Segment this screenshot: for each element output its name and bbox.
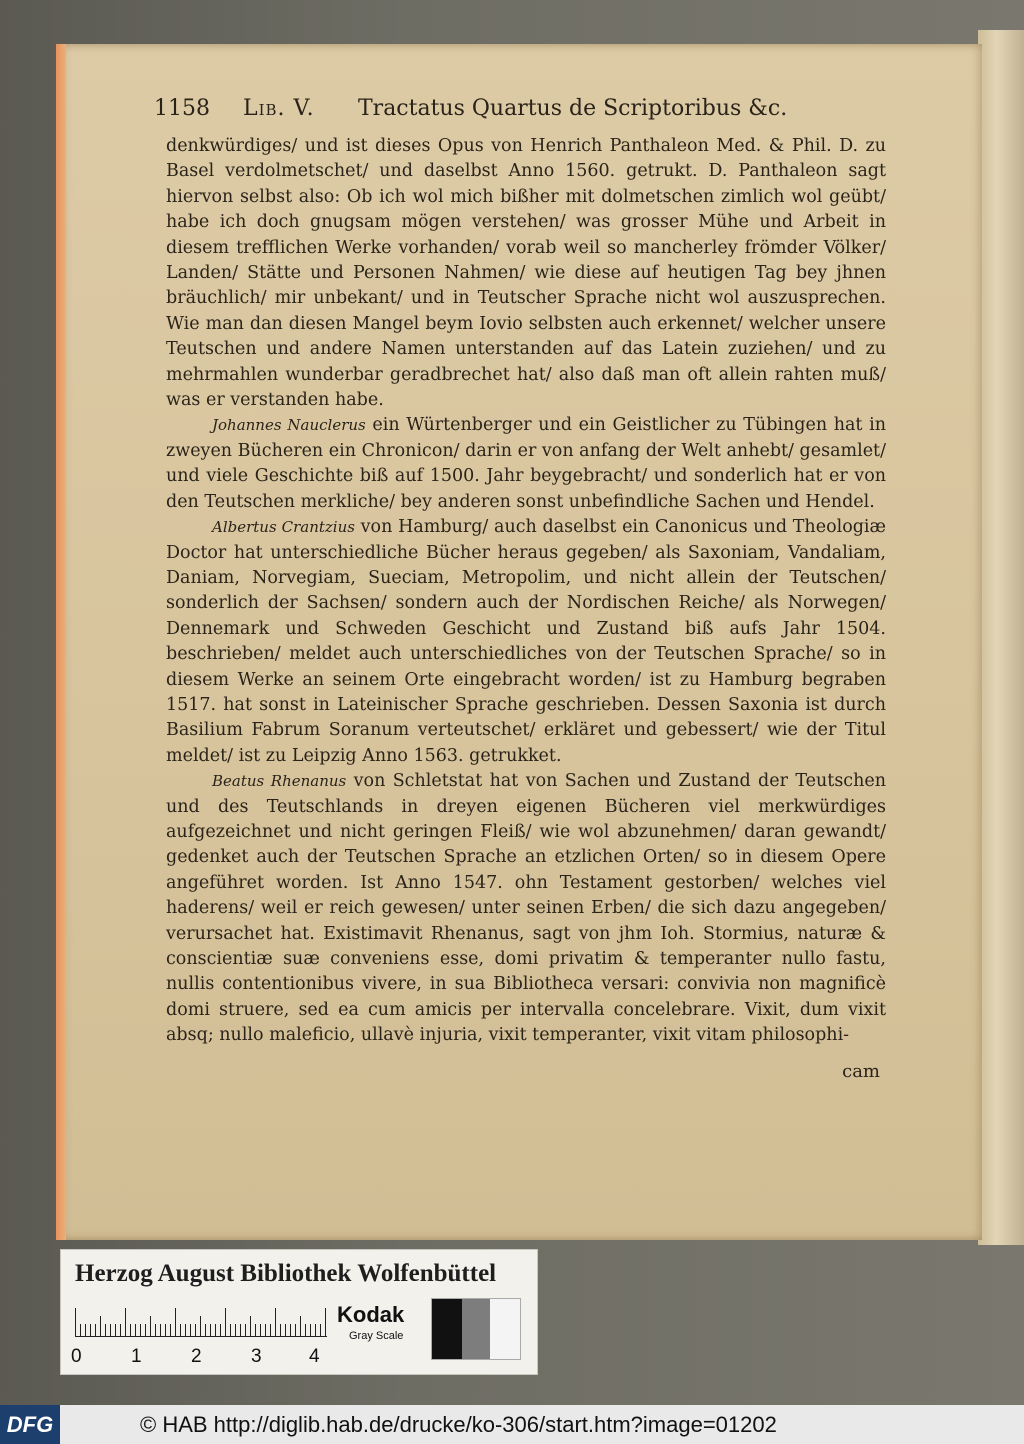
ruler-tick [95,1324,96,1336]
page-right-edge [978,30,1024,1245]
ruler-tick [105,1324,106,1336]
ruler-tick [170,1324,171,1336]
ruler-tick [215,1324,216,1336]
ruler-tick [265,1324,266,1336]
text-block [166,134,886,1049]
author-name: Johannes Nauclerus [212,416,366,435]
catch-word: cam [842,1061,880,1082]
ruler-tick [230,1324,231,1336]
ruler-tick [285,1324,286,1336]
footer-bar [0,1405,1024,1444]
ruler-tick [315,1324,316,1336]
ruler-tick [145,1324,146,1336]
gray-patch-white [490,1299,520,1359]
ruler-tick [220,1324,221,1336]
paragraph [166,769,886,1048]
dfg-logo: DFG [0,1405,60,1444]
paragraph-text: ein Würtenberger und ein Geistlicher zu Tübingen hat in zweyen Bücheren ein Chronicon/ darin er von anfang der Welt anhebt/ gesamlet/ und viele Geschichte biß auf 1500. Jahr beygebracht/ und sonderlich hat er von den Teutschen merkliche/ bey anderen sonst unbefindliche Sachen und Hendel. [166,415,886,512]
kodak-logo: Kodak [337,1302,405,1327]
gray-scale-patches [431,1298,521,1360]
ruler-tick [295,1324,296,1336]
ruler-tick [275,1308,276,1336]
ruler-tick [140,1324,141,1336]
paragraph-text: von Schletstat hat von Sachen und Zustand der Teutschen und des Teutschlands in dreyen eigenen Bücheren viel merkwürdiges aufgezeichnet und nicht geringen Fleiß/ wie wol abzunehmen/ daran gewandt/ gedenket auch der Teutschen Sprache an etzlichen Orten/ so in diesem Opere angeführet worden. Ist Anno 1547. ohn Testament gestorben/ welches viel haderens/ weil er reich gewesen/ unter seinen Erben/ die sich dazu angegeben/ verursachet hat. Existimavit Rhenanus, sagt von jhm Ioh. Stormius, naturæ & conscientiæ suæ conveniens esse, domi privatim & temperanter nullo fastu, nullis contentionibus vivere, in sua Bibliotheca versari: convivia non magnificè domi struere, sed ea cum amicis per intervalla concelebrare. Vixit, dum vixit absq; nullo maleficio, ullavè injuria, vixit temperanter, vixit vitam philosophi- [166,771,886,1046]
ruler-tick [200,1316,201,1336]
paragraph [166,413,886,515]
paragraph [166,515,886,769]
library-name: Herzog August Bibliothek Wolfenbüttel [75,1260,497,1287]
author-name: Albertus Crantzius [212,518,355,537]
ruler-tick [210,1324,211,1336]
ruler-tick [325,1308,326,1336]
ruler-tick [320,1324,321,1336]
ruler-number: 1 [131,1346,142,1367]
ruler-tick [270,1324,271,1336]
ruler-tick [85,1324,86,1336]
ruler-number: 0 [71,1346,82,1367]
page-edge-stripe [56,44,66,1240]
ruler-tick [240,1324,241,1336]
paragraph [166,134,886,413]
author-name: Beatus Rhenanus [212,772,347,791]
ruler-tick [195,1324,196,1336]
ruler-tick [290,1324,291,1336]
ruler-number: 3 [251,1346,262,1367]
ruler-tick [235,1324,236,1336]
ruler-tick [310,1324,311,1336]
ruler-tick [300,1316,301,1336]
ruler-tick [155,1324,156,1336]
ruler-tick [185,1324,186,1336]
ruler-tick [100,1316,101,1336]
running-title: Tractatus Quartus de Scriptoribus &c. [358,96,788,121]
gray-patch-black [432,1299,462,1359]
ruler-tick [75,1308,76,1336]
ruler-tick [225,1308,226,1336]
ruler-scale [75,1306,327,1337]
ruler-tick [125,1308,126,1336]
gray-patch-mid [462,1299,490,1359]
paragraph-text: von Hamburg/ auch daselbst ein Canonicus und Theologiæ Doctor hat unterschiedliche Bücher heraus gegeben/ als Saxoniam, Vandaliam, Daniam, Norvegiam, Sueciam, Metropolim, und nicht allein der Teutschen/ sonderlich der Sachsen/ sondern auch der Nordischen Reiche/ als Norwegen/ Dennemark und Schweden Geschicht und Zustand biß aufs Jahr 1504. beschrieben/ meldet auch unterschiedliches von der Teutschen Sprache/ so in diesem Werke an seinem Orte eingebracht worden/ ist zu Hamburg begraben 1517. hat sonst in Lateinischer Sprache geschrieben. Dessen Saxonia ist durch Basilium Fabrum Soranum verteutschet/ erkläret und gebessert/ wie der Titul meldet/ ist zu Leipzig Anno 1563. getrukket. [166,517,886,766]
ruler-tick [110,1324,111,1336]
paragraph-text: denkwürdiges/ und ist dieses Opus von Henrich Panthaleon Med. & Phil. D. zu Basel verdolmetschet/ und daselbst Anno 1560. getrukt. D. Panthaleon sagt hiervon selbst also: Ob ich wol mich bißher mit dolmetschen zimlich wol geübt/ habe ich doch gnugsam mögen verstehen/ was grosser Mühe und Arbeit in diesem trefflichen Werke vorhanden/ vorab weil so mancherley frömder Völker/ Landen/ Stätte und Personen Nahmen/ wie diese auf heutigen Tag bey jhnen bräuchlich/ mir unbekant/ und in Teutscher Sprache nicht wol auszusprechen. Wie man dan diesen Mangel beym Iovio selbsten auch erkennet/ welcher unsere Teutschen und andere Namen unterstanden auf das Latein zuziehen/ und zu mehrmahlen wunderbar geradbrechet hat/ also daß man oft allein rahten muß/ was er verstanden habe. [166,136,886,411]
ruler-tick [175,1308,176,1336]
ruler-tick [280,1324,281,1336]
ruler-tick [180,1324,181,1336]
ruler-tick [150,1316,151,1336]
ruler-tick [255,1324,256,1336]
ruler-tick [80,1324,81,1336]
ruler-tick [250,1316,251,1336]
ruler-tick [165,1324,166,1336]
ruler-tick [160,1324,161,1336]
ruler-number: 4 [309,1346,320,1367]
ruler-tick [90,1324,91,1336]
grayscale-label: Gray Scale [349,1330,404,1342]
ruler-tick [260,1324,261,1336]
ruler-number: 2 [191,1346,202,1367]
ruler-tick [305,1324,306,1336]
ruler-tick [115,1324,116,1336]
library-color-card [60,1249,538,1375]
ruler-tick [130,1324,131,1336]
ruler-tick [205,1324,206,1336]
ruler-tick [190,1324,191,1336]
ruler-tick [135,1324,136,1336]
copyright-text: © HAB http://diglib.hab.de/drucke/ko-306/start.htm?image=01202 [140,1412,777,1437]
book-number: Lib. V. [243,96,315,121]
page-number: 1158 [154,96,210,121]
ruler-tick [120,1324,121,1336]
ruler-tick [245,1324,246,1336]
